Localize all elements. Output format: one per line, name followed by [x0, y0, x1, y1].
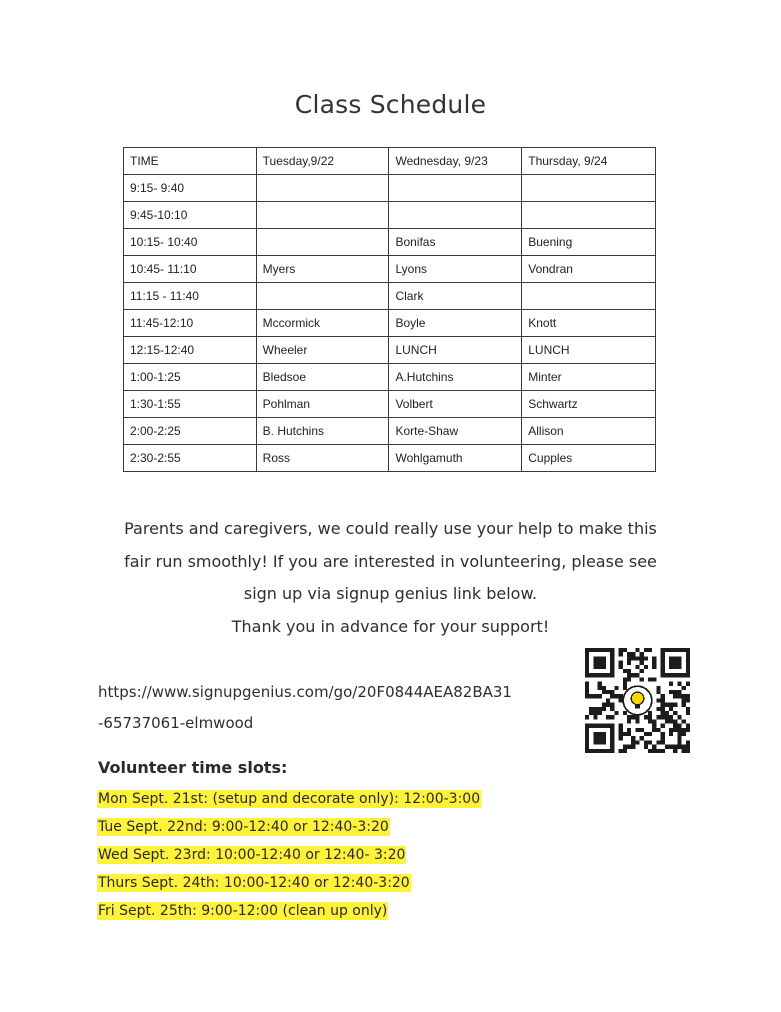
qr-module	[635, 648, 639, 652]
qr-module	[598, 707, 602, 711]
slot-text: Fri Sept. 25th: 9:00-12:00 (clean up only)	[98, 903, 388, 919]
column-header-tuesday: Tuesday,9/22	[256, 148, 389, 175]
qr-module	[661, 736, 665, 740]
page-title: Class Schedule	[294, 90, 487, 119]
table-row	[124, 310, 656, 337]
qr-module	[648, 715, 652, 719]
qr-module	[619, 698, 623, 702]
qr-module	[610, 715, 614, 719]
qr-module	[648, 711, 652, 715]
qr-module	[610, 690, 614, 694]
qr-module	[623, 745, 627, 749]
qr-module	[623, 711, 627, 715]
time-cell: 9:15- 9:40	[124, 175, 257, 202]
time-cell: 9:45-10:10	[124, 202, 257, 229]
class-cell: LUNCH	[389, 337, 522, 364]
class-cell	[522, 283, 656, 310]
qr-module	[677, 690, 681, 694]
table-row	[124, 418, 656, 445]
class-cell	[256, 175, 389, 202]
volunteer-slot	[97, 789, 481, 817]
qr-module	[652, 728, 656, 732]
qr-module	[589, 711, 593, 715]
qr-module	[661, 715, 665, 719]
qr-module	[686, 724, 690, 728]
qr-module	[644, 648, 648, 652]
qr-module	[635, 656, 639, 660]
qr-module	[619, 724, 623, 728]
class-cell: Clark	[389, 283, 522, 310]
qr-module	[606, 690, 610, 694]
qr-module	[677, 715, 681, 719]
qr-module	[585, 715, 589, 719]
qr-module	[614, 686, 618, 690]
qr-module	[669, 715, 673, 719]
qr-module	[661, 740, 665, 744]
qr-module	[669, 732, 673, 736]
table-row	[124, 229, 656, 256]
table-row	[124, 337, 656, 364]
signup-link-line[interactable]: https://www.signupgenius.com/go/20F0844AEA82BA31	[98, 683, 512, 701]
qr-module	[619, 661, 623, 665]
class-cell	[256, 229, 389, 256]
qr-module	[635, 740, 639, 744]
class-cell: Wohlgamuth	[389, 445, 522, 472]
qr-module	[673, 719, 677, 723]
qr-module	[640, 652, 644, 656]
slot-text: Mon Sept. 21st: (setup and decorate only): 12:00-3:00	[98, 791, 481, 807]
qr-module	[686, 728, 690, 732]
qr-module	[606, 703, 610, 707]
qr-module	[640, 736, 644, 740]
qr-module	[686, 707, 690, 711]
qr-module	[627, 673, 631, 677]
qr-module	[648, 648, 652, 652]
qr-module	[598, 686, 602, 690]
time-cell: 1:30-1:55	[124, 391, 257, 418]
class-cell: A.Hutchins	[389, 364, 522, 391]
qr-module	[619, 728, 623, 732]
time-cell: 12:15-12:40	[124, 337, 257, 364]
qr-module	[682, 745, 686, 749]
qr-module	[669, 682, 673, 686]
qr-module	[673, 690, 677, 694]
qr-module	[652, 656, 656, 660]
qr-module	[644, 745, 648, 749]
appeal-line: sign up via signup genius link below.	[243, 584, 538, 603]
qr-module	[669, 745, 673, 749]
qr-module	[686, 694, 690, 698]
qr-module	[602, 686, 606, 690]
qr-module	[631, 652, 635, 656]
qr-module	[640, 661, 644, 665]
class-cell	[256, 283, 389, 310]
column-header-wednesday: Wednesday, 9/23	[389, 148, 522, 175]
class-cell: Volbert	[389, 391, 522, 418]
qr-module	[665, 703, 669, 707]
class-cell: LUNCH	[522, 337, 656, 364]
qr-module	[635, 719, 639, 723]
qr-module	[627, 745, 631, 749]
signup-link-line[interactable]: -65737061-elmwood	[98, 714, 254, 732]
qr-module	[598, 711, 602, 715]
qr-module	[686, 698, 690, 702]
qr-module	[598, 694, 602, 698]
time-cell: 2:30-2:55	[124, 445, 257, 472]
class-cell: Ross	[256, 445, 389, 472]
qr-module	[644, 656, 648, 660]
qr-module	[602, 690, 606, 694]
qr-module	[619, 732, 623, 736]
qr-module	[623, 682, 627, 686]
qr-module	[652, 677, 656, 681]
qr-module	[686, 711, 690, 715]
class-cell: Buening	[522, 229, 656, 256]
slot-text: Thurs Sept. 24th: 10:00-12:40 or 12:40-3:20	[98, 875, 410, 891]
qr-module	[648, 719, 652, 723]
table-row	[124, 202, 656, 229]
qr-module	[673, 711, 677, 715]
qr-module	[593, 711, 597, 715]
qr-module	[627, 719, 631, 723]
time-cell: 10:15- 10:40	[124, 229, 257, 256]
class-schedule-table	[123, 147, 656, 472]
table-row	[124, 175, 656, 202]
qr-module	[640, 669, 644, 673]
qr-module	[677, 724, 681, 728]
qr-code-icon	[585, 648, 690, 753]
qr-module	[589, 694, 593, 698]
qr-module	[669, 719, 673, 723]
table-row	[124, 391, 656, 418]
appeal-line: Parents and caregivers, we could really use your help to make this	[124, 519, 657, 538]
qr-module	[644, 740, 648, 744]
qr-module	[619, 665, 623, 669]
qr-module	[673, 745, 677, 749]
qr-module	[619, 652, 623, 656]
qr-module	[656, 686, 660, 690]
qr-module	[686, 749, 690, 753]
qr-module	[623, 669, 627, 673]
qr-module	[661, 703, 665, 707]
qr-module	[610, 703, 614, 707]
qr-module	[652, 745, 656, 749]
qr-module	[631, 740, 635, 744]
qr-module	[598, 682, 602, 686]
qr-module	[602, 703, 606, 707]
qr-module	[656, 698, 660, 702]
qr-module	[619, 749, 623, 753]
table-header-row	[124, 148, 656, 175]
volunteer-slots-list	[97, 789, 481, 929]
class-cell: Vondran	[522, 256, 656, 283]
class-cell: Wheeler	[256, 337, 389, 364]
qr-module	[614, 694, 618, 698]
qr-module	[682, 694, 686, 698]
qr-module	[627, 728, 631, 732]
qr-module	[665, 745, 669, 749]
slot-text: Wed Sept. 23rd: 10:00-12:40 or 12:40- 3:20	[98, 847, 406, 863]
qr-module	[606, 698, 610, 702]
class-cell	[522, 175, 656, 202]
qr-module	[673, 724, 677, 728]
qr-module	[677, 736, 681, 740]
qr-module	[589, 707, 593, 711]
qr-module	[631, 715, 635, 719]
qr-module	[593, 715, 597, 719]
qr-module	[673, 694, 677, 698]
qr-module	[652, 665, 656, 669]
class-cell: Knott	[522, 310, 656, 337]
qr-module	[656, 715, 660, 719]
schedule-body	[124, 175, 656, 472]
volunteer-slot	[97, 817, 481, 845]
qr-module	[627, 669, 631, 673]
qr-module	[610, 707, 614, 711]
qr-module	[631, 673, 635, 677]
qr-module	[656, 690, 660, 694]
time-cell: 11:45-12:10	[124, 310, 257, 337]
qr-module	[623, 749, 627, 753]
qr-module	[661, 724, 665, 728]
qr-module	[677, 740, 681, 744]
volunteer-slot	[97, 901, 481, 929]
volunteer-appeal	[60, 513, 721, 643]
time-cell: 1:00-1:25	[124, 364, 257, 391]
class-cell: Boyle	[389, 310, 522, 337]
class-cell: Mccormick	[256, 310, 389, 337]
table-row	[124, 364, 656, 391]
qr-module	[585, 690, 589, 694]
slot-text: Tue Sept. 22nd: 9:00-12:40 or 12:40-3:20	[98, 819, 389, 835]
qr-module	[614, 711, 618, 715]
qr-module	[644, 665, 648, 669]
qr-module	[640, 656, 644, 660]
qr-module	[619, 736, 623, 740]
class-cell	[389, 175, 522, 202]
qr-module	[627, 661, 631, 665]
time-cell: 10:45- 11:10	[124, 256, 257, 283]
qr-module	[648, 732, 652, 736]
table-row	[124, 256, 656, 283]
qr-module	[661, 732, 665, 736]
qr-module	[623, 677, 627, 681]
qr-module	[665, 719, 669, 723]
qr-module	[602, 707, 606, 711]
class-cell	[256, 202, 389, 229]
column-header-time: TIME	[124, 148, 257, 175]
qr-module	[627, 656, 631, 660]
volunteer-slot	[97, 845, 481, 873]
qr-module	[661, 749, 665, 753]
qr-module	[673, 703, 677, 707]
class-cell: Bonifas	[389, 229, 522, 256]
class-cell	[522, 202, 656, 229]
qr-module	[623, 732, 627, 736]
qr-module	[665, 715, 669, 719]
qr-module	[661, 711, 665, 715]
volunteer-slot	[97, 873, 481, 901]
qr-module	[686, 740, 690, 744]
qr-module	[619, 648, 623, 652]
qr-module	[682, 749, 686, 753]
qr-module	[665, 711, 669, 715]
qr-module	[627, 715, 631, 719]
qr-module	[652, 719, 656, 723]
time-cell: 11:15 - 11:40	[124, 283, 257, 310]
qr-module	[631, 736, 635, 740]
class-cell	[389, 202, 522, 229]
qr-module	[682, 728, 686, 732]
volunteer-slots-heading: Volunteer time slots:	[98, 758, 288, 777]
qr-module	[635, 665, 639, 669]
qr-module	[640, 677, 644, 681]
qr-module	[648, 740, 652, 744]
qr-module	[610, 694, 614, 698]
qr-module	[686, 745, 690, 749]
class-cell: Myers	[256, 256, 389, 283]
qr-module	[652, 724, 656, 728]
qr-module	[644, 715, 648, 719]
table-row	[124, 445, 656, 472]
qr-module	[661, 694, 665, 698]
qr-module	[593, 707, 597, 711]
qr-module	[635, 715, 639, 719]
qr-module	[677, 728, 681, 732]
class-cell: Bledsoe	[256, 364, 389, 391]
qr-module	[669, 728, 673, 732]
qr-module	[677, 694, 681, 698]
class-cell: Allison	[522, 418, 656, 445]
qr-module	[623, 648, 627, 652]
qr-module	[585, 686, 589, 690]
class-cell: Cupples	[522, 445, 656, 472]
qr-module	[635, 728, 639, 732]
qr-module	[585, 682, 589, 686]
qr-module	[677, 745, 681, 749]
class-cell: Minter	[522, 364, 656, 391]
qr-module	[682, 732, 686, 736]
qr-module	[682, 719, 686, 723]
qr-module	[648, 677, 652, 681]
qr-module	[631, 745, 635, 749]
column-header-thursday: Thursday, 9/24	[522, 148, 656, 175]
qr-module	[682, 703, 686, 707]
qr-module	[677, 682, 681, 686]
qr-module	[648, 749, 652, 753]
qr-module	[635, 673, 639, 677]
qr-module	[656, 728, 660, 732]
qr-module	[656, 740, 660, 744]
class-cell: Lyons	[389, 256, 522, 283]
qr-module	[673, 749, 677, 753]
qr-module	[656, 707, 660, 711]
table-row	[124, 283, 656, 310]
qr-module	[593, 694, 597, 698]
qr-module	[640, 728, 644, 732]
qr-module	[661, 698, 665, 702]
appeal-line: fair run smoothly! If you are interested in volunteering, please see	[124, 551, 657, 571]
appeal-line: Thank you in advance for your support!	[231, 616, 550, 636]
class-cell: Korte-Shaw	[389, 418, 522, 445]
qr-module	[652, 661, 656, 665]
signup-genius-link[interactable]	[98, 677, 512, 739]
qr-module	[656, 749, 660, 753]
qr-module	[623, 686, 627, 690]
qr-module	[669, 707, 673, 711]
qr-module	[686, 682, 690, 686]
qr-module	[644, 732, 648, 736]
qr-module	[652, 749, 656, 753]
qr-module	[606, 715, 610, 719]
qr-module	[682, 686, 686, 690]
qr-module	[669, 690, 673, 694]
qr-module	[619, 694, 623, 698]
qr-module	[669, 703, 673, 707]
class-cell: Pohlman	[256, 391, 389, 418]
qr-module	[631, 656, 635, 660]
qr-module	[585, 694, 589, 698]
qr-module	[627, 732, 631, 736]
qr-module	[682, 698, 686, 702]
class-cell: Schwartz	[522, 391, 656, 418]
qr-module	[627, 652, 631, 656]
qr-module	[661, 707, 665, 711]
qr-module	[677, 732, 681, 736]
time-cell: 2:00-2:25	[124, 418, 257, 445]
qr-module	[627, 677, 631, 681]
class-cell: B. Hutchins	[256, 418, 389, 445]
qr-module	[673, 728, 677, 732]
